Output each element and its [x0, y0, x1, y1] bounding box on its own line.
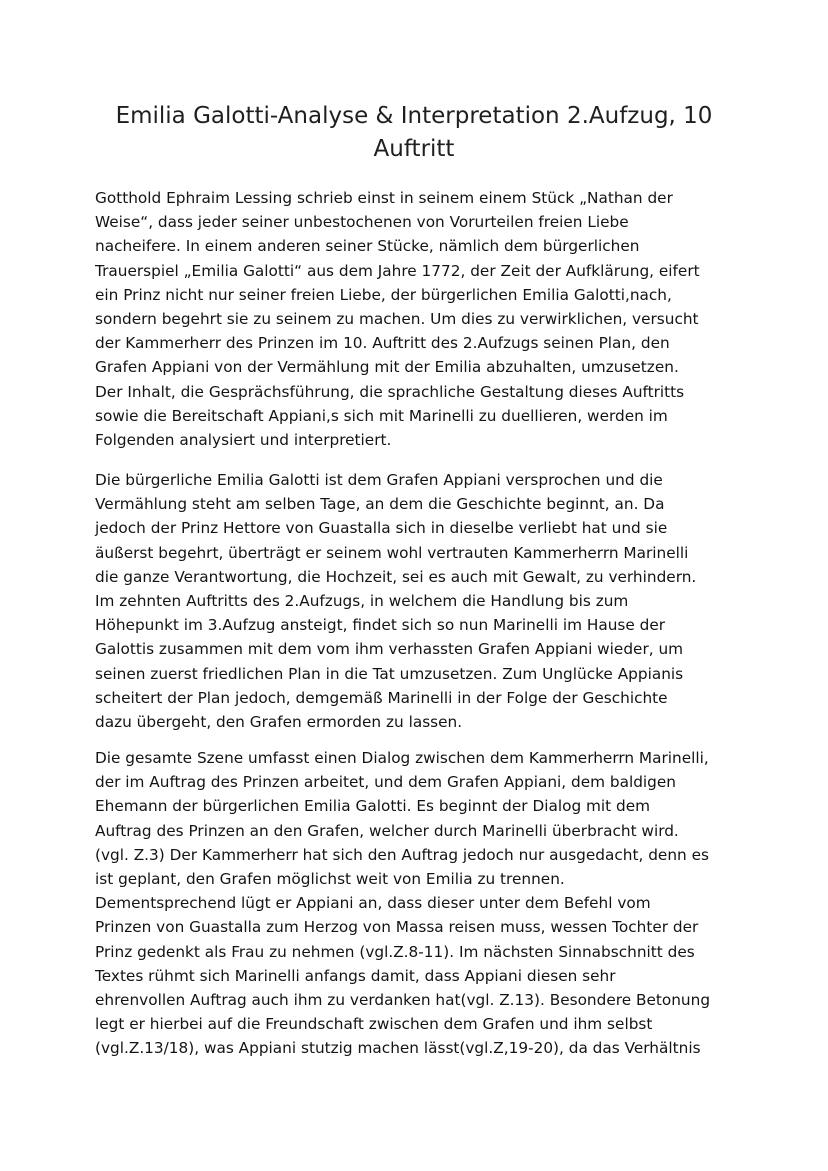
text-line: ehrenvollen Auftrag auch ihm zu verdanken hat(vgl. Z.13). Besondere Betonung	[95, 990, 711, 1009]
title-line: Emilia Galotti-Analyse & Interpretation 2.Aufzug, 10	[115, 103, 713, 129]
text-line: scheitert der Plan jedoch, demgemäß Marinelli in der Folge der Geschichte	[95, 688, 668, 707]
text-line: Gotthold Ephraim Lessing schrieb einst in seinem einem Stück „Nathan der	[95, 189, 673, 207]
text-line: seinen zuerst friedlichen Plan in die Tat umzusetzen. Zum Unglücke Appianis	[95, 664, 684, 683]
text-line: Im zehnten Auftritts des 2.Aufzugs, in welchem die Handlung bis zum	[95, 591, 629, 610]
text-line: der im Auftrag des Prinzen arbeitet, und dem Grafen Appiani, dem baldigen	[95, 773, 676, 792]
text-line: Prinz gedenkt als Frau zu nehmen (vgl.Z.8-11). Im nächsten Sinnabschnitt des	[95, 942, 695, 961]
text-line: Galottis zusammen mit dem vom ihm verhassten Grafen Appiani wieder, um	[95, 640, 684, 659]
text-line: jedoch der Prinz Hettore von Guastalla sich in dieselbe verliebt hat und sie	[95, 519, 668, 538]
text-line: dazu übergeht, den Grafen ermorden zu lassen.	[95, 712, 463, 731]
text-line: sondern begehrt sie zu seinem zu machen. Um dies zu verwirklichen, versucht	[95, 309, 699, 328]
text-line: Ehemann der bürgerlichen Emilia Galotti. Es beginnt der Dialog mit dem	[95, 797, 651, 816]
text-line: nacheifere. In einem anderen seiner Stücke, nämlich dem bürgerlichen	[95, 237, 640, 256]
title-line: Auftritt	[373, 136, 455, 162]
text-line: Auftrag des Prinzen an den Grafen, welcher durch Marinelli überbracht wird.	[95, 821, 679, 840]
text-line: äußerst begehrt, überträgt er seinem wohl vertrauten Kammerherrn Marinelli	[95, 543, 689, 562]
text-line: Der Inhalt, die Gesprächsführung, die sprachliche Gestaltung dieses Auftritts	[95, 382, 685, 401]
text-line: Folgenden analysiert und interpretiert.	[95, 430, 392, 449]
text-line: Die gesamte Szene umfasst einen Dialog zwischen dem Kammerherrn Marinelli,	[95, 749, 709, 767]
text-line: Weise“, dass jeder seiner unbestochenen von Vorurteilen freien Liebe	[95, 213, 629, 232]
text-line: Grafen Appiani von der Vermählung mit der Emilia abzuhalten, umzusetzen.	[95, 358, 679, 377]
text-line: der Kammerherr des Prinzen im 10. Auftritt des 2.Aufzugs seinen Plan, den	[95, 334, 670, 353]
text-line: Höhepunkt im 3.Aufzug ansteigt, findet sich so nun Marinelli im Hause der	[95, 616, 666, 635]
text-line: ein Prinz nicht nur seiner freien Liebe, der bürgerlichen Emilia Galotti,nach,	[95, 285, 672, 304]
text-line: Trauerspiel „Emilia Galotti“ aus dem Jahre 1772, der Zeit der Aufklärung, eifert	[95, 261, 700, 280]
paragraph-context	[95, 468, 755, 734]
text-line: Dementsprechend lügt er Appiani an, dass dieser unter dem Befehl vom	[95, 894, 651, 913]
text-line: Textes rühmt sich Marinelli anfangs damit, dass Appiani diesen sehr	[95, 966, 616, 985]
text-line: (vgl. Z.3) Der Kammerherr hat sich den Auftrag jedoch nur ausgedacht, denn es	[95, 845, 709, 864]
text-line: die ganze Verantwortung, die Hochzeit, sei es auch mit Gewalt, zu verhindern.	[95, 567, 697, 586]
text-line: sowie die Bereitschaft Appiani,s sich mit Marinelli zu duellieren, werden im	[95, 406, 668, 425]
text-line: ist geplant, den Grafen möglichst weit von Emilia zu trennen.	[95, 869, 565, 888]
paragraph-analysis	[95, 746, 755, 1060]
paragraph-introduction	[95, 186, 755, 452]
text-line: Vermählung steht am selben Tage, an dem die Geschichte beginnt, an. Da	[95, 495, 665, 514]
page-title	[110, 100, 718, 166]
text-line: (vgl.Z.13/18), was Appiani stutzig machen lässt(vgl.Z,19-20), da das Verhältnis	[95, 1039, 701, 1058]
text-line: Die bürgerliche Emilia Galotti ist dem Grafen Appiani versprochen und die	[95, 471, 663, 489]
text-line: legt er hierbei auf die Freundschaft zwischen dem Grafen und ihm selbst	[95, 1015, 653, 1034]
text-line: Prinzen von Guastalla zum Herzog von Massa reisen muss, wessen Tochter der	[95, 918, 699, 937]
